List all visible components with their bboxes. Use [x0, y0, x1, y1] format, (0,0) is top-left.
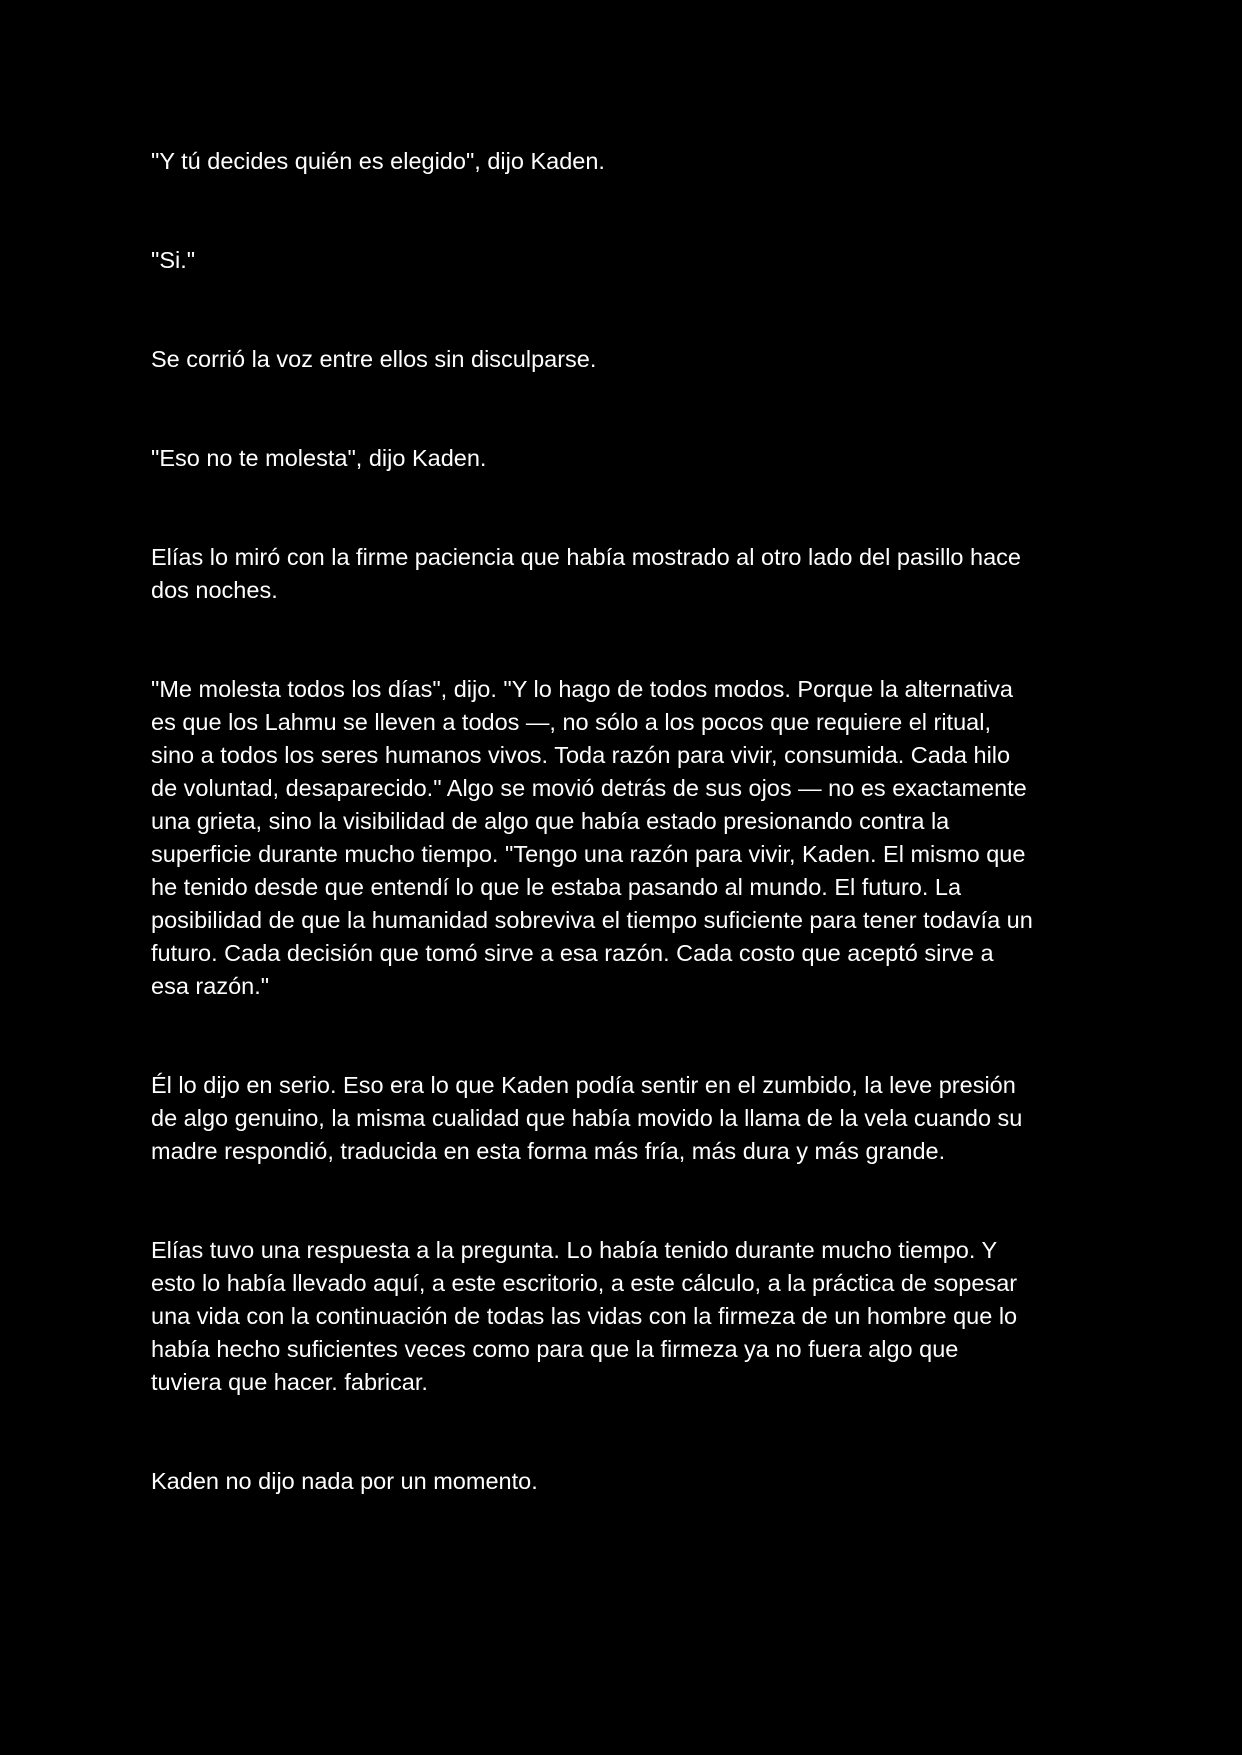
paragraph: Elías tuvo una respuesta a la pregunta. Lo había tenido durante mucho tiempo. Y esto lo había llevado aquí, a este escritorio, a este cálculo, a la práctica de sopesar una vida con la continuación de todas las vidas con la firmeza de un hombre que lo había hecho suficientes veces como para que la firmeza ya no fuera algo que tuviera que hacer. fabricar. [151, 1237, 1018, 1395]
paragraph: Kaden no dijo nada por un momento. [151, 1468, 538, 1494]
paragraph: Él lo dijo en serio. Eso era lo que Kaden podía sentir en el zumbido, la leve presión de algo genuino, la misma cualidad que había movido la llama de la vela cuando su madre respondió, traducida en esta forma más fría, más dura y más grande. [151, 1072, 1023, 1164]
paragraph: Se corrió la voz entre ellos sin disculparse. [151, 346, 597, 372]
paragraph: "Me molesta todos los días", dijo. "Y lo hago de todos modos. Porque la alternativa es que los Lahmu se lleven a todos —, no sólo a los pocos que requiere el ritual, sino a todos los seres humanos vivos. Toda razón para vivir, consumida. Cada hilo de voluntad, desaparecido." Algo se movió detrás de sus ojos — no es exactamente una grieta, sino la visibilidad de algo que había estado presionando contra la superficie durante mucho tiempo. "Tengo una razón para vivir, Kaden. El mismo que he tenido desde que entendí lo que le estaba pasando al mundo. El futuro. La posibilidad de que la humanidad sobreviva el tiempo suficiente para tener todavía un futuro. Cada decisión que tomó sirve a esa razón. Cada costo que aceptó sirve a esa razón." [151, 676, 1033, 999]
paragraph: "Y tú decides quién es elegido", dijo Kaden. [151, 148, 605, 174]
document-page [151, 145, 1096, 1498]
paragraph: Elías lo miró con la firme paciencia que había mostrado al otro lado del pasillo hace dos noches. [151, 544, 1021, 603]
paragraph: "Eso no te molesta", dijo Kaden. [151, 445, 487, 471]
paragraph: "Si." [151, 247, 196, 273]
